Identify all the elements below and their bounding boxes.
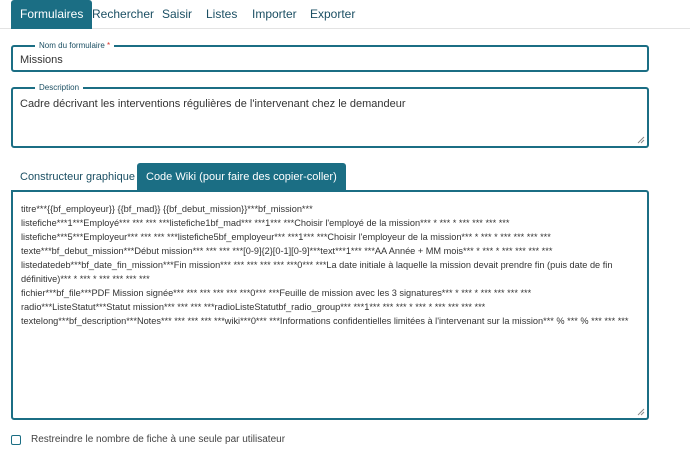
description-field[interactable] [11, 83, 649, 148]
nav-tab-saisir[interactable]: Saisir [162, 7, 193, 21]
description-textarea[interactable]: Cadre décrivant les interventions régulières de l'intervenant chez le demandeur [20, 98, 406, 110]
form-name-label [35, 41, 114, 51]
tab-graphic-builder[interactable]: Constructeur graphique [20, 171, 135, 183]
resize-grip-icon[interactable] [637, 136, 645, 144]
wiki-code-content[interactable]: titre***{{bf_employeur}} {{bf_mad}} {{bf_debut_mission}}***bf_mission*** listefiche***1***Employé*** *** *** ***listefiche1bf_mad*** ***1*** ***Choisir l'employé de la mission*** * *** * *** *** *** *** listefiche***5***Employeur*** *** *** ***listefiche5bf_employeur*** ***1*** ***Choisir l'employeur de la mission*** * *** * *** *** *** *** texte***bf_debut_mission***Début mission*** *** *** ***[0-9]{2}[0-1][0-9]***text***1*** ***AA Année + MM mois*** * *** * *** *** *** *** listedatedeb***bf_date_fin_mission***Fin mission*** *** *** *** *** ***0*** ***La date initiale à laquelle la mission devait prendre fin (puis date de fin définitive)*** * *** * *** *** *** *** fichier***bf_file***PDF Mission signée*** *** *** *** *** ***0*** ***Feuille de mission avec les 3 signatures*** * *** * *** *** *** *** radio***ListeStatut***Statut mission*** *** *** ***radioListeStatutbf_radio_group*** ***1*** *** *** * *** * *** *** *** *** textelong***bf_description***Notes*** *** *** *** ***wiki***0*** ***Informations confidentielles limitées à l'intervenant sur la mission*** % *** % *** *** *** [21, 204, 629, 326]
nav-tab-exporter[interactable]: Exporter [310, 7, 356, 21]
form-name-label-text: Nom du formulaire [39, 41, 105, 50]
top-navigation [0, 0, 690, 29]
single-entry-checkbox[interactable] [11, 435, 21, 445]
description-label: Description [35, 83, 83, 93]
editor-tabs [11, 163, 649, 191]
tab-wiki-code[interactable]: Code Wiki (pour faire des copier-coller) [137, 163, 346, 191]
nav-tab-importer[interactable]: Importer [252, 7, 297, 21]
nav-tab-formulaires[interactable]: Formulaires [11, 0, 92, 29]
resize-grip-icon[interactable] [637, 408, 645, 416]
required-mark: * [107, 41, 111, 50]
form-name-input[interactable]: Missions [20, 54, 63, 66]
wiki-code-textarea[interactable] [11, 190, 649, 420]
single-entry-label[interactable]: Restreindre le nombre de fiche à une seule par utilisateur [31, 434, 286, 445]
nav-tab-rechercher[interactable]: Rechercher [92, 7, 155, 21]
nav-tab-listes[interactable]: Listes [206, 7, 238, 21]
form-name-field[interactable] [11, 41, 649, 72]
